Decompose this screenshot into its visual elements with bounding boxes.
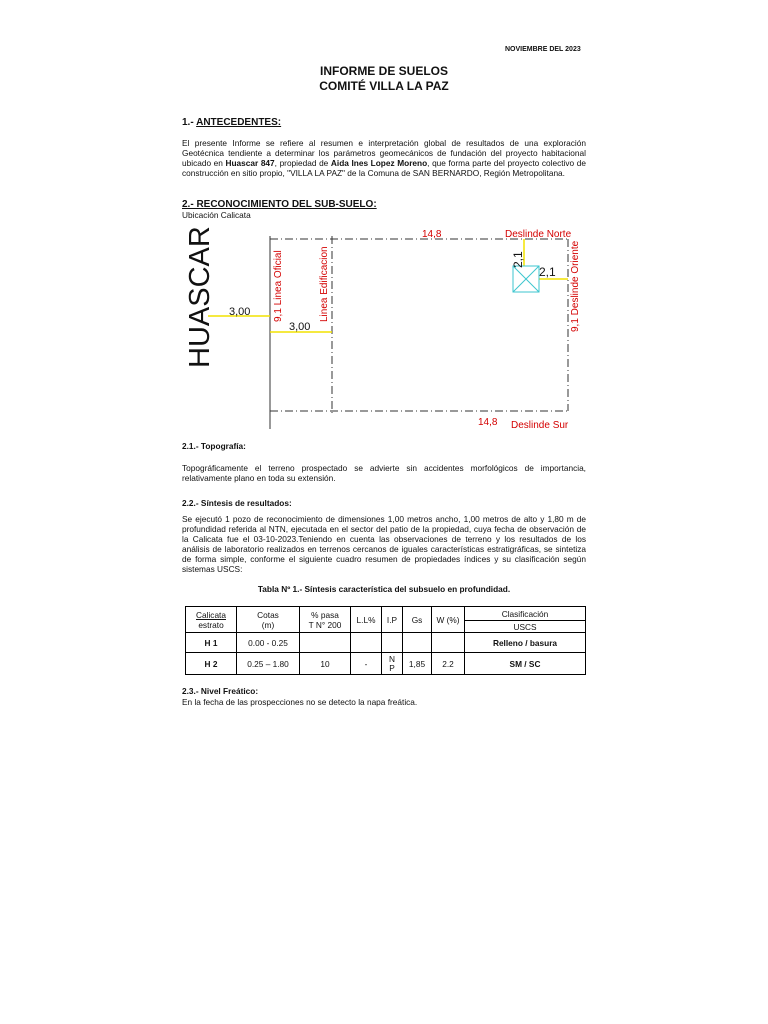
text-segment: , propiedad de: [274, 158, 331, 168]
header-pasa-label: % pasa: [311, 609, 339, 620]
header-uscs: USCS: [465, 621, 586, 633]
text-segment: , que forma parte del proyecto colectivo de construcción en sitio propio, "VILLA LA PAZ" de la Comuna de SAN BERNARDO, Región Metropolitana.: [182, 158, 586, 178]
cell-ll: -: [351, 653, 382, 675]
section-2-heading: [182, 199, 377, 210]
section-2-1-heading: 2.1.- Topografía:: [182, 441, 246, 451]
text-segment: El presente Informe se refiere al resumen e interpretación global de resultados de una exploración Geotécnica tendiente a determinar los parámetros geomecánicos de fundación del proyecto habitacional ubicado en: [182, 138, 586, 168]
top-dimension-label: 14,8: [422, 229, 442, 240]
section-2-1-paragraph: Topográficamente el terreno prospectado se advierte sin accidentes morfológicos de importancia, relativamente plano en toda su extensión.: [182, 463, 586, 483]
header-w: W (%): [432, 607, 465, 633]
section-1-title: ANTECEDENTES:: [196, 117, 282, 128]
deslinde-oriente-label: 9,1 Deslinde Oriente: [570, 240, 581, 332]
cell-pasa: 10: [300, 653, 351, 675]
header-calicata-label: Calicata: [196, 609, 226, 620]
linea-edificacion-label: Linea Edificacion: [319, 246, 330, 322]
report-date: NOVIEMBRE DEL 2023: [505, 46, 581, 53]
deslinde-norte-label: Deslinde Norte: [505, 229, 572, 240]
bottom-dimension-label: 14,8: [478, 417, 498, 428]
section-2-2-paragraph: Se ejecutó 1 pozo de reconocimiento de dimensiones 1,00 metros ancho, 1,00 metros de alto y 1,80 m de profundidad referida al NTN, ejecutada en el sector del patio de la propiedad, cuya fecha de observación de la Calicata fue el 03-10-2023.Teniendo en cuenta las observaciones de terreno y los resultados de los análisis de laboratorio realizados en terrenos cercanos de iguales características estratigráficas, se sintetiza de forma simple, conforme el siguiente cuadro resumen de propiedades índices y su clasificación según sistemas USCS:: [182, 514, 586, 574]
street-label: HUASCAR: [184, 226, 216, 368]
front-dimension-label: 3,00: [289, 321, 311, 333]
header-tamiz-label: T N° 200: [308, 619, 342, 630]
report-title: INFORME DE SUELOS: [319, 64, 448, 78]
cell-ll: [351, 633, 382, 653]
cell-w: 2.2: [432, 653, 465, 675]
cell-ip: [382, 633, 403, 653]
section-1-number: 1.-: [182, 117, 194, 128]
street-dimension-label: 3,00: [229, 306, 251, 318]
header-estrato-label: estrato: [198, 619, 224, 630]
results-table: [185, 606, 586, 675]
header-clasificacion: Clasificación: [465, 607, 586, 621]
cell-gs: [403, 633, 432, 653]
section-2-subheading: Ubicación Calicata: [182, 210, 251, 220]
cell-w: [432, 633, 465, 653]
section-2-3-heading: 2.3.- Nivel Freático:: [182, 686, 259, 696]
table-header-row: [186, 607, 586, 621]
header-ip: I.P: [382, 607, 403, 633]
header-cotas: [237, 607, 300, 633]
report-subtitle: COMITÉ VILLA LA PAZ: [319, 79, 449, 93]
calicata-east-label: 2,1: [539, 265, 556, 279]
table-caption: Tabla Nº 1.- Síntesis característica del subsuelo en profundidad.: [257, 584, 511, 594]
owner-bold: Aida Ines Lopez Moreno: [330, 158, 428, 168]
header-gs: Gs: [403, 607, 432, 633]
deslinde-sur-label: Deslinde Sur: [511, 420, 569, 431]
cell-uscs: SM / SC: [465, 653, 586, 675]
table-row: [186, 653, 586, 675]
section-1-heading: [182, 117, 281, 128]
address-bold: Huascar 847: [225, 158, 275, 168]
header-cotas-label: Cotas: [257, 609, 279, 620]
table-row: [186, 633, 586, 653]
cell-ip-line1: N: [389, 653, 395, 664]
site-plan-diagram: [182, 222, 586, 436]
cell-ip: [382, 653, 403, 675]
cell-estrato: H 2: [186, 653, 237, 675]
cell-gs: 1,85: [403, 653, 432, 675]
section-2-title: 2.- RECONOCIMIENTO DEL SUB-SUELO:: [182, 199, 377, 210]
section-2-2-heading: 2.2.- Síntesis de resultados:: [182, 498, 292, 508]
header-pasa: [300, 607, 351, 633]
header-calicata: [186, 607, 237, 633]
cell-estrato: H 1: [186, 633, 237, 653]
calicata-north-label: 2,1: [511, 251, 525, 268]
cell-ip-line2: P: [389, 662, 395, 673]
header-cotas-unit: (m): [261, 619, 275, 630]
section-2-3-paragraph: En la fecha de las prospecciones no se detecto la napa freática.: [182, 697, 418, 707]
section-1-paragraph: [182, 138, 586, 178]
cell-cotas: 0.00 - 0.25: [237, 633, 300, 653]
linea-oficial-label: 9,1 Linea Oficial: [273, 250, 284, 322]
cell-cotas: 0.25 – 1.80: [237, 653, 300, 675]
cell-uscs: Relleno / basura: [465, 633, 586, 653]
cell-pasa: [300, 633, 351, 653]
header-ll: L.L%: [351, 607, 382, 633]
